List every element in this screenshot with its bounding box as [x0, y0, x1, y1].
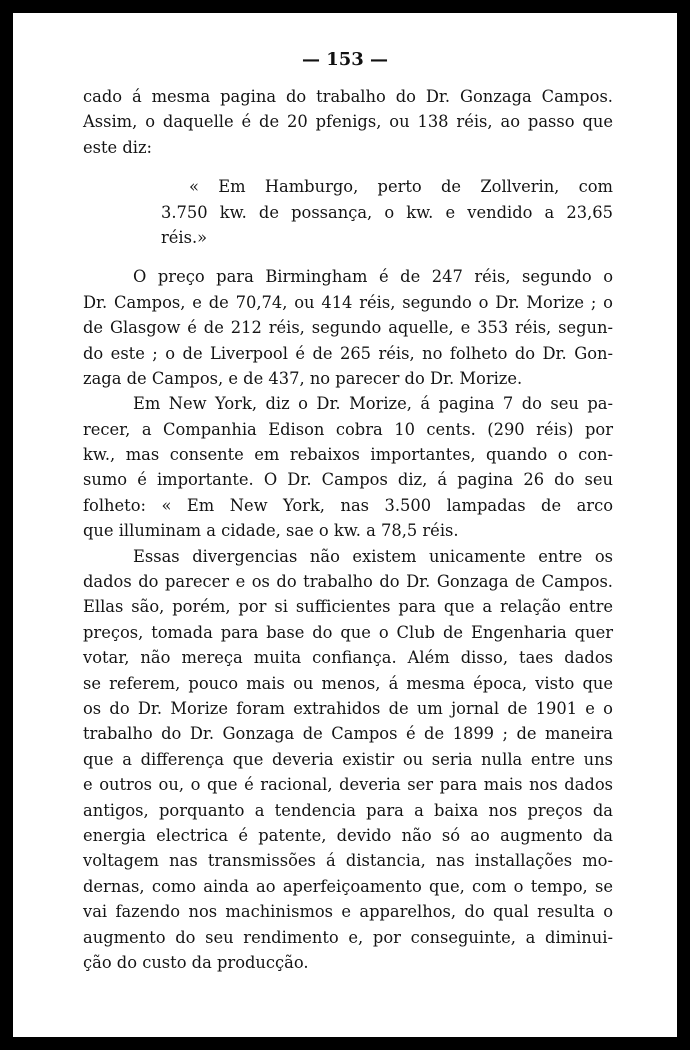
paragraph-birmingham — [83, 264, 613, 391]
text-line: que illuminam a cidade, sae o kw. a 78,5 réis. — [83, 521, 459, 541]
text-line: Ellas são, porém, por si sufficientes para que a relação entre — [83, 597, 613, 617]
text-line: antigos, porquanto a tendencia para a baixa nos preços da — [83, 800, 613, 820]
quote-line: réis.» — [161, 227, 208, 247]
text-line: ção do custo da producção. — [83, 952, 309, 972]
text-line: de Glasgow é de 212 réis, segundo aquelle, e 353 réis, segun- — [83, 318, 613, 338]
text-line: dernas, como ainda ao aperfeiçoamento que, com o tempo, se — [83, 876, 613, 896]
quote-line: 3.750 kw. de possança, o kw. e vendido a 23,65 — [161, 202, 613, 222]
block-quote — [83, 174, 613, 250]
body-text — [83, 84, 613, 975]
text-line: voltagem nas transmissões á distancia, nas installações mo- — [83, 851, 613, 871]
text-line: cado á mesma pagina do trabalho do Dr. Gonzaga Campos. — [83, 87, 613, 106]
text-line: este diz: — [83, 137, 153, 157]
text-line: preços, tomada para base do que o Club de Engenharia quer — [83, 622, 613, 642]
text-line: Essas divergencias não existem unicamente entre os — [133, 546, 613, 566]
text-line: Em New York, diz o Dr. Morize, á pagina 7 do seu pa- — [133, 394, 613, 414]
text-line: do este ; o de Liverpool é de 265 réis, no folheto do Dr. Gon- — [83, 343, 613, 363]
text-line: kw., mas consente em rebaixos importantes, quando o con- — [83, 445, 613, 465]
text-line: trabalho do Dr. Gonzaga de Campos é de 1899 ; de maneira — [83, 724, 613, 744]
text-line: Assim, o daquelle é de 20 pfenigs, ou 138 réis, ao passo que — [83, 112, 613, 132]
text-line: Dr. Campos, e de 70,74, ou 414 réis, segundo o Dr. Morize ; o — [83, 292, 613, 312]
text-line: se referem, pouco mais ou menos, á mesma época, visto que — [83, 673, 613, 693]
text-line: os do Dr. Morize foram extrahidos de um jornal de 1901 e o — [83, 698, 613, 718]
book-page — [13, 13, 677, 1037]
paragraph-new-york — [83, 391, 613, 543]
text-line: vai fazendo nos machinismos e apparelhos, do qual resulta o — [83, 902, 613, 922]
paragraph-intro — [83, 84, 613, 160]
text-line: votar, não mereça muita confiança. Além disso, taes dados — [83, 648, 613, 668]
text-line: e outros ou, o que é racional, deveria ser para mais nos dados — [83, 775, 613, 795]
text-line: que a differença que deveria existir ou seria nulla entre uns — [83, 749, 613, 769]
text-line: augmento do seu rendimento e, por conseguinte, a diminui- — [83, 927, 613, 947]
text-line: energia electrica é patente, devido não só ao augmento da — [83, 825, 613, 845]
text-line: dados do parecer e os do trabalho do Dr. Gonzaga de Campos. — [83, 572, 613, 592]
text-line: folheto: « Em New York, nas 3.500 lampadas de arco — [83, 495, 613, 515]
text-line: sumo é importante. O Dr. Campos diz, á pagina 26 do seu — [83, 470, 613, 490]
text-line: recer, a Companhia Edison cobra 10 cents. (290 réis) por — [83, 419, 613, 439]
text-line: O preço para Birmingham é de 247 réis, segundo o — [133, 267, 613, 287]
quote-line: « Em Hamburgo, perto de Zollverin, com — [189, 177, 613, 197]
paragraph-divergencias — [83, 544, 613, 976]
text-line: zaga de Campos, e de 437, no parecer do Dr. Morize. — [83, 368, 523, 388]
page-number: — 153 — — [301, 49, 389, 70]
